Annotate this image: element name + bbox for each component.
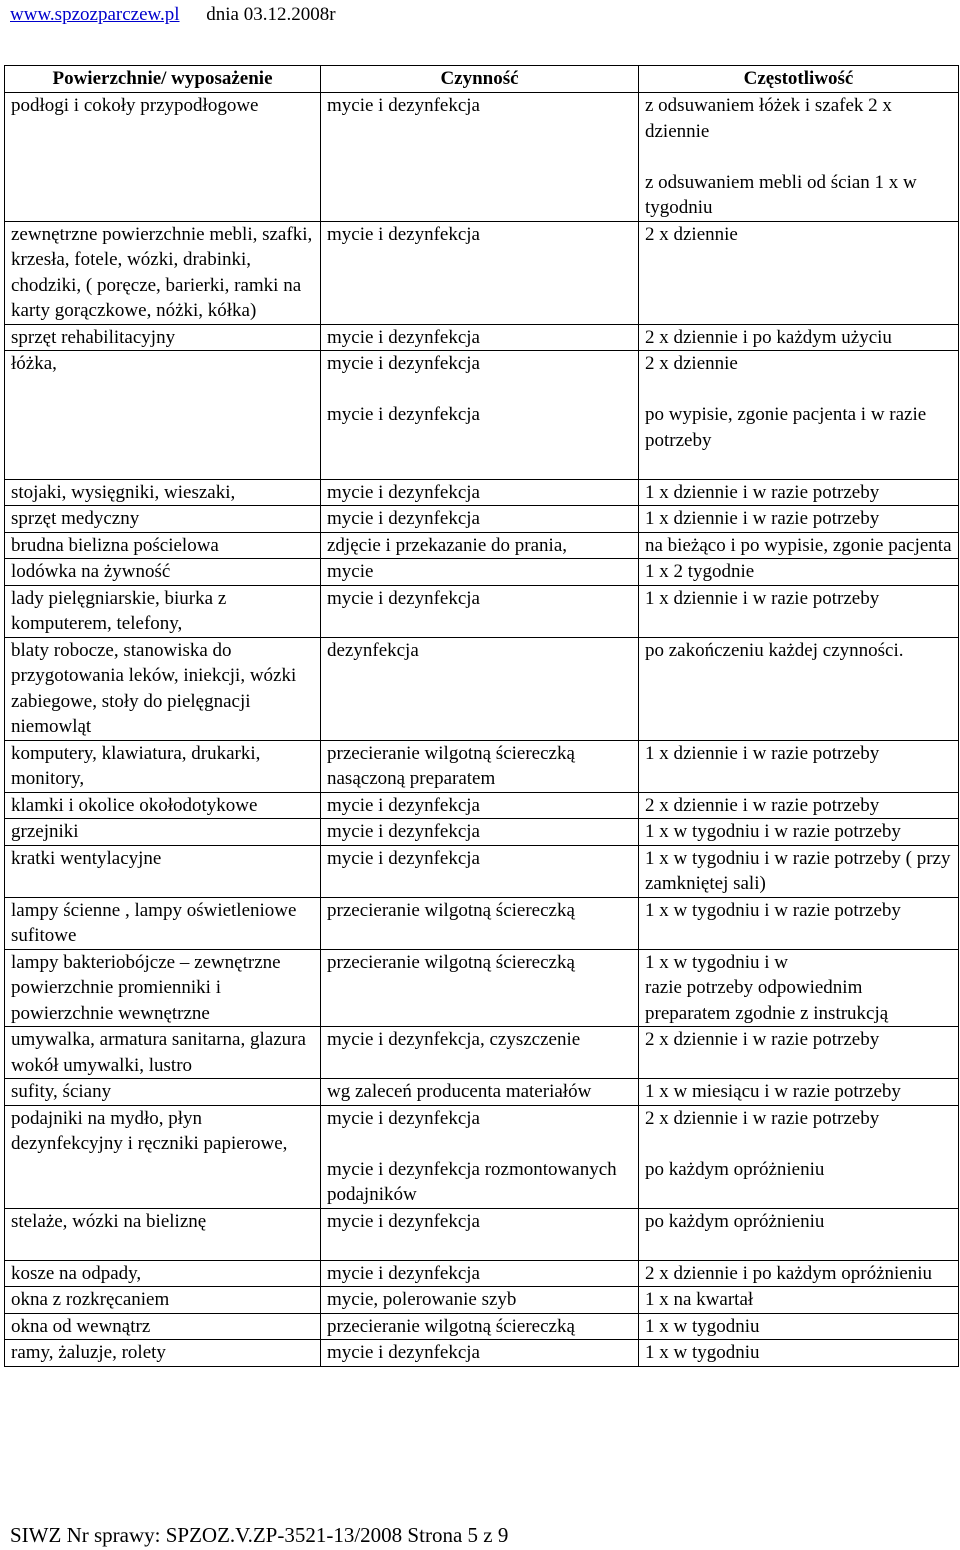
surface-cell bbox=[5, 1287, 321, 1314]
cell-text: ramy, żaluzje, rolety bbox=[11, 1342, 166, 1363]
cell-text: 2 x dziennie bbox=[645, 223, 738, 245]
cell-text: kratki wentylacyjne bbox=[11, 847, 162, 869]
activity-cell bbox=[321, 1340, 639, 1367]
activity-cell bbox=[321, 324, 639, 351]
activity-cell bbox=[321, 897, 639, 949]
surface-cell bbox=[5, 506, 321, 533]
table-row bbox=[5, 351, 959, 480]
frequency-cell bbox=[639, 819, 959, 846]
surface-cell bbox=[5, 559, 321, 586]
cell-text: 1 x w tygodniu i w razie potrzeby bbox=[645, 821, 901, 842]
page-header bbox=[10, 4, 336, 26]
frequency-cell bbox=[639, 1260, 959, 1287]
frequency-cell bbox=[639, 740, 959, 792]
table-row bbox=[5, 897, 959, 949]
surface-cell bbox=[5, 532, 321, 559]
frequency-cell bbox=[639, 1313, 959, 1340]
frequency-cell bbox=[639, 585, 959, 637]
cell-text: 1 x 2 tygodnie bbox=[645, 561, 755, 582]
activity-cell bbox=[321, 1313, 639, 1340]
cell-text: mycie i dezynfekcja bbox=[327, 326, 480, 348]
header-frequency: Częstotliwość bbox=[639, 66, 959, 93]
cell-text: lampy ścienne , lampy oświetleniowe sufitowe bbox=[11, 899, 297, 946]
table-row bbox=[5, 1260, 959, 1287]
cell-text: mycie i dezynfekcja bbox=[327, 223, 480, 245]
frequency-cell bbox=[639, 506, 959, 533]
frequency-cell bbox=[639, 351, 959, 480]
activity-cell bbox=[321, 532, 639, 559]
cell-text: grzejniki bbox=[11, 821, 79, 842]
website-link[interactable]: www.spzozparczew.pl bbox=[10, 4, 180, 25]
cell-text: z odsuwaniem mebli od ścian 1 x w tygodniu bbox=[645, 171, 917, 218]
cell-text: mycie i dezynfekcja bbox=[327, 821, 480, 842]
cell-text: mycie i dezynfekcja bbox=[327, 1262, 480, 1284]
surface-cell bbox=[5, 585, 321, 637]
cell-text: 1 x w tygodniu i w razie potrzeby bbox=[645, 899, 901, 921]
cell-text: okna od wewnątrz bbox=[11, 1315, 151, 1337]
cell-text: lampy bakteriobójcze – zewnętrzne powierzchnie promienniki i powierzchnie wewnętrzne bbox=[11, 951, 281, 1024]
table-row bbox=[5, 1027, 959, 1079]
cell-text: 1 x na kwartał bbox=[645, 1289, 754, 1310]
cell-text: po zakończeniu każdej czynności. bbox=[645, 639, 904, 661]
table-row bbox=[5, 819, 959, 846]
cell-text: sprzęt medyczny bbox=[11, 508, 140, 529]
cell-text: 1 x w tygodniu i w razie potrzeby ( przy zamkniętej sali) bbox=[645, 847, 951, 894]
surface-cell bbox=[5, 93, 321, 222]
cell-text: 2 x dziennie i w razie potrzeby bbox=[645, 794, 880, 816]
surface-cell bbox=[5, 1340, 321, 1367]
cell-text: po każdym opróżnieniu bbox=[645, 1158, 825, 1180]
cell-text: 1 x dziennie i w razie potrzeby bbox=[645, 742, 880, 764]
cell-text: 1 x w tygodniu bbox=[645, 1342, 760, 1363]
frequency-cell bbox=[639, 637, 959, 740]
frequency-cell bbox=[639, 1287, 959, 1314]
surface-cell bbox=[5, 1260, 321, 1287]
frequency-cell bbox=[639, 532, 959, 559]
table-row bbox=[5, 221, 959, 324]
activity-cell bbox=[321, 1027, 639, 1079]
cell-text: mycie i dezynfekcja bbox=[327, 1210, 480, 1232]
table-row bbox=[5, 1105, 959, 1208]
table-row bbox=[5, 740, 959, 792]
activity-cell bbox=[321, 479, 639, 506]
cell-text: stelaże, wózki na bieliznę bbox=[11, 1210, 207, 1232]
table-row bbox=[5, 949, 959, 1027]
frequency-cell bbox=[639, 1105, 959, 1208]
cell-text: 2 x dziennie bbox=[645, 353, 738, 374]
table-body bbox=[5, 93, 959, 1367]
cell-text: po wypisie, zgonie pacjenta i w razie potrzeby bbox=[645, 404, 927, 451]
table-row bbox=[5, 1340, 959, 1367]
surface-cell bbox=[5, 819, 321, 846]
surface-cell bbox=[5, 740, 321, 792]
table-row bbox=[5, 585, 959, 637]
activity-cell bbox=[321, 1208, 639, 1260]
frequency-cell bbox=[639, 324, 959, 351]
activity-cell bbox=[321, 949, 639, 1027]
cell-text: stojaki, wysięgniki, wieszaki, bbox=[11, 481, 236, 503]
cell-text: po każdym opróżnieniu bbox=[645, 1210, 825, 1232]
cell-text: zewnętrzne powierzchnie mebli, szafki, krzesła, fotele, wózki, drabinki, chodziki, ( poręcze, barierki, ramki na karty gorączkowe, nóżki, kółka) bbox=[11, 223, 313, 321]
cell-text: podłogi i cokoły przypodłogowe bbox=[11, 95, 259, 116]
activity-cell bbox=[321, 1287, 639, 1314]
cell-text: 1 x dziennie i w razie potrzeby bbox=[645, 481, 880, 503]
surface-cell bbox=[5, 845, 321, 897]
activity-cell bbox=[321, 845, 639, 897]
surface-cell bbox=[5, 351, 321, 480]
cell-text: 1 x w tygodniu bbox=[645, 1315, 760, 1337]
cell-text: 1 x dziennie i w razie potrzeby bbox=[645, 587, 880, 609]
cell-text: okna z rozkręcaniem bbox=[11, 1289, 170, 1310]
cell-text: łóżka, bbox=[11, 353, 57, 374]
activity-cell bbox=[321, 351, 639, 480]
cell-text: mycie bbox=[327, 561, 374, 582]
cell-text: mycie i dezynfekcja bbox=[327, 404, 480, 425]
cell-text: mycie, polerowanie szyb bbox=[327, 1289, 517, 1310]
cell-text: mycie i dezynfekcja bbox=[327, 1342, 480, 1363]
activity-cell bbox=[321, 637, 639, 740]
frequency-cell bbox=[639, 1079, 959, 1106]
frequency-cell bbox=[639, 1208, 959, 1260]
cell-text: lady pielęgniarskie, biurka z komputerem, telefony, bbox=[11, 587, 227, 634]
blank-line bbox=[327, 1131, 632, 1157]
table-row bbox=[5, 532, 959, 559]
cell-text: mycie i dezynfekcja bbox=[327, 587, 480, 609]
frequency-cell bbox=[639, 792, 959, 819]
cell-text: 2 x dziennie i w razie potrzeby bbox=[645, 1029, 880, 1050]
activity-cell bbox=[321, 585, 639, 637]
activity-cell bbox=[321, 1079, 639, 1106]
frequency-cell bbox=[639, 1027, 959, 1079]
cell-text: lodówka na żywność bbox=[11, 561, 171, 582]
cell-text: 2 x dziennie i po każdym opróżnieniu bbox=[645, 1262, 933, 1284]
surface-cell bbox=[5, 479, 321, 506]
table-row bbox=[5, 1208, 959, 1260]
cell-text: na bieżąco i po wypisie, zgonie pacjenta bbox=[645, 534, 952, 556]
cell-text: mycie i dezynfekcja bbox=[327, 847, 480, 869]
cell-text: dezynfekcja bbox=[327, 639, 419, 661]
cell-text: z odsuwaniem łóżek i szafek 2 x dziennie bbox=[645, 95, 892, 142]
cell-text: przecieranie wilgotną ściereczką bbox=[327, 951, 575, 973]
blank-line bbox=[645, 1234, 952, 1260]
blank-line bbox=[327, 377, 632, 403]
activity-cell bbox=[321, 819, 639, 846]
frequency-cell bbox=[639, 1340, 959, 1367]
blank-line bbox=[645, 1131, 952, 1157]
blank-line bbox=[645, 453, 952, 479]
table-row bbox=[5, 1287, 959, 1314]
cell-text: 1 x dziennie i w razie potrzeby bbox=[645, 508, 880, 529]
activity-cell bbox=[321, 559, 639, 586]
cell-text: zdjęcie i przekazanie do prania, bbox=[327, 534, 567, 556]
cell-text: blaty robocze, stanowiska do przygotowania leków, iniekcji, wózki zabiegowe, stoły do pielęgnacji niemowląt bbox=[11, 639, 297, 737]
cell-text: mycie i dezynfekcja, czyszczenie bbox=[327, 1029, 581, 1050]
surface-cell bbox=[5, 1313, 321, 1340]
activity-cell bbox=[321, 792, 639, 819]
activity-cell bbox=[321, 1260, 639, 1287]
cell-text: komputery, klawiatura, drukarki, monitory, bbox=[11, 742, 261, 789]
blank-line bbox=[645, 144, 952, 170]
cell-text: mycie i dezynfekcja bbox=[327, 481, 480, 503]
header-activity: Czynność bbox=[321, 66, 639, 93]
blank-line bbox=[645, 377, 952, 403]
surface-cell bbox=[5, 792, 321, 819]
cell-text: wg zaleceń producenta materiałów bbox=[327, 1081, 592, 1102]
cleaning-schedule-table bbox=[4, 65, 959, 1367]
table-header-row bbox=[5, 66, 959, 93]
frequency-cell bbox=[639, 845, 959, 897]
activity-cell bbox=[321, 221, 639, 324]
cell-text: kosze na odpady, bbox=[11, 1262, 142, 1284]
surface-cell bbox=[5, 1105, 321, 1208]
table-row bbox=[5, 324, 959, 351]
cell-text: mycie i dezynfekcja rozmontowanych podajników bbox=[327, 1158, 617, 1205]
frequency-cell bbox=[639, 93, 959, 222]
cell-text: mycie i dezynfekcja bbox=[327, 353, 480, 374]
cell-text: mycie i dezynfekcja bbox=[327, 794, 480, 816]
table-row bbox=[5, 479, 959, 506]
frequency-cell bbox=[639, 897, 959, 949]
cell-text: 2 x dziennie i w razie potrzeby bbox=[645, 1107, 880, 1129]
table-row bbox=[5, 506, 959, 533]
frequency-cell bbox=[639, 479, 959, 506]
cell-text: 1 x w miesiącu i w razie potrzeby bbox=[645, 1081, 901, 1102]
activity-cell bbox=[321, 740, 639, 792]
surface-cell bbox=[5, 324, 321, 351]
table-row bbox=[5, 1313, 959, 1340]
surface-cell bbox=[5, 1079, 321, 1106]
cell-text: brudna bielizna pościelowa bbox=[11, 534, 219, 556]
cell-text: przecieranie wilgotną ściereczką nasączoną preparatem bbox=[327, 742, 575, 789]
activity-cell bbox=[321, 93, 639, 222]
cell-text: przecieranie wilgotną ściereczką bbox=[327, 899, 575, 921]
cell-text: umywalka, armatura sanitarna, glazura wokół umywalki, lustro bbox=[11, 1029, 306, 1076]
table-row bbox=[5, 637, 959, 740]
cell-text: 2 x dziennie i po każdym użyciu bbox=[645, 326, 892, 348]
table-row bbox=[5, 792, 959, 819]
cell-text: podajniki na mydło, płyn dezynfekcyjny i ręczniki papierowe, bbox=[11, 1107, 288, 1154]
cell-text: razie potrzeby odpowiednim preparatem zgodnie z instrukcją bbox=[645, 977, 889, 1024]
table-row bbox=[5, 93, 959, 222]
frequency-cell bbox=[639, 949, 959, 1027]
cell-text: sprzęt rehabilitacyjny bbox=[11, 326, 176, 348]
cell-text: 1 x w tygodniu i w bbox=[645, 951, 789, 973]
surface-cell bbox=[5, 1027, 321, 1079]
cell-text: mycie i dezynfekcja bbox=[327, 95, 480, 116]
surface-cell bbox=[5, 221, 321, 324]
page-footer: SIWZ Nr sprawy: SPZOZ.V.ZP-3521-13/2008 Strona 5 z 9 bbox=[10, 1523, 509, 1547]
cell-text: sufity, ściany bbox=[11, 1081, 112, 1102]
activity-cell bbox=[321, 506, 639, 533]
table-row bbox=[5, 845, 959, 897]
frequency-cell bbox=[639, 559, 959, 586]
cell-text: mycie i dezynfekcja bbox=[327, 1107, 480, 1129]
surface-cell bbox=[5, 637, 321, 740]
frequency-cell bbox=[639, 221, 959, 324]
header-surfaces: Powierzchnie/ wyposażenie bbox=[5, 66, 321, 93]
cell-text: mycie i dezynfekcja bbox=[327, 508, 480, 529]
activity-cell bbox=[321, 1105, 639, 1208]
table-row bbox=[5, 1079, 959, 1106]
surface-cell bbox=[5, 949, 321, 1027]
cell-text: przecieranie wilgotną ściereczką bbox=[327, 1315, 575, 1337]
document-date: dnia 03.12.2008r bbox=[206, 4, 336, 25]
surface-cell bbox=[5, 1208, 321, 1260]
surface-cell bbox=[5, 897, 321, 949]
cell-text: klamki i okolice okołodotykowe bbox=[11, 794, 258, 816]
table-row bbox=[5, 559, 959, 586]
